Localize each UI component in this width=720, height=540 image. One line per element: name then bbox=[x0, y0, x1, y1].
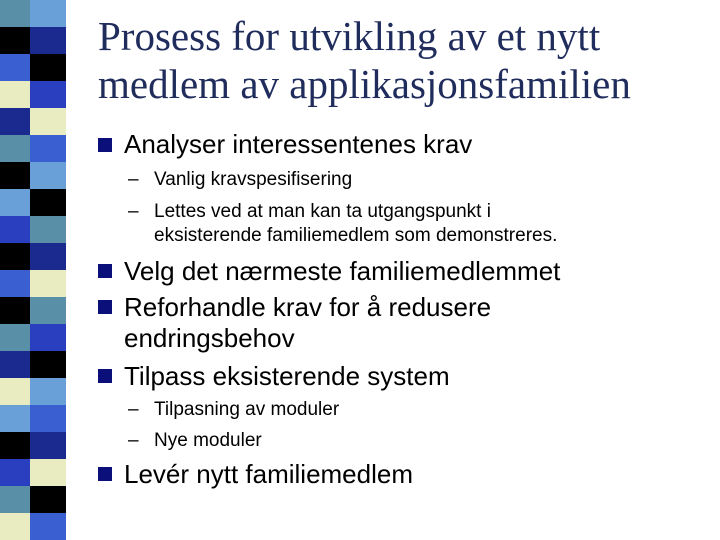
stripe-block bbox=[30, 162, 66, 189]
stripe-block bbox=[0, 297, 30, 324]
stripe-block bbox=[0, 459, 30, 486]
stripe-block bbox=[0, 0, 30, 27]
stripe-block bbox=[30, 486, 66, 513]
stripe-block bbox=[0, 81, 30, 108]
stripe-block bbox=[30, 351, 66, 378]
stripe-block bbox=[0, 351, 30, 378]
stripe-block bbox=[30, 432, 66, 459]
decorative-stripe bbox=[0, 0, 72, 540]
sub-bullet-text: Vanlig kravspesifisering bbox=[154, 169, 353, 190]
bullet-marker bbox=[98, 369, 112, 383]
stripe-block bbox=[0, 108, 30, 135]
stripe-block bbox=[0, 324, 30, 351]
bullet-text: Levér nytt familiemedlem bbox=[124, 459, 413, 489]
stripe-block bbox=[0, 378, 30, 405]
stripe-block bbox=[0, 405, 30, 432]
sub-bullet-text: eksisterende familiemedlem som demonstreres. bbox=[154, 225, 558, 246]
dash-marker: – bbox=[128, 169, 139, 190]
stripe-block bbox=[30, 405, 66, 432]
title-line-2: medlem av applikasjonsfamilien bbox=[98, 61, 631, 107]
stripe-block bbox=[30, 324, 66, 351]
stripe-block bbox=[0, 486, 30, 513]
bullet-marker bbox=[98, 300, 112, 314]
dash-marker: – bbox=[128, 201, 139, 222]
bullet-text-continuation: endringsbehov bbox=[124, 323, 295, 353]
stripe-block bbox=[0, 432, 30, 459]
bullet-text: Reforhandle krav for å redusere bbox=[124, 292, 492, 322]
stripe-block bbox=[30, 189, 66, 216]
stripe-block bbox=[0, 513, 30, 540]
sub-bullet-text: Tilpasning av moduler bbox=[154, 399, 340, 420]
bullet-marker bbox=[98, 264, 112, 278]
stripe-block bbox=[0, 135, 30, 162]
stripe-block bbox=[30, 0, 66, 27]
bullet-text: Velg det nærmeste familiemedlemmet bbox=[124, 256, 561, 286]
stripe-block bbox=[30, 513, 66, 540]
sub-bullet-text: Nye moduler bbox=[154, 430, 262, 451]
stripe-block bbox=[30, 27, 66, 54]
stripe-block bbox=[0, 189, 30, 216]
dash-marker: – bbox=[128, 399, 139, 420]
stripe-block bbox=[0, 270, 30, 297]
bullet-text: Analyser interessentenes krav bbox=[124, 129, 473, 159]
stripe-block bbox=[30, 135, 66, 162]
bullet-marker bbox=[98, 467, 112, 481]
bullet-text: Tilpass eksisterende system bbox=[124, 361, 450, 391]
title-line-1: Prosess for utvikling av et nytt bbox=[98, 13, 601, 59]
stripe-block bbox=[0, 162, 30, 189]
dash-marker: – bbox=[128, 430, 139, 451]
stripe-block bbox=[30, 459, 66, 486]
slide-title bbox=[98, 12, 708, 108]
stripe-block bbox=[0, 243, 30, 270]
stripe-block bbox=[0, 216, 30, 243]
bullet-marker bbox=[98, 138, 112, 152]
stripe-block bbox=[30, 54, 66, 81]
stripe-block bbox=[0, 54, 30, 81]
stripe-block bbox=[30, 108, 66, 135]
stripe-block bbox=[30, 378, 66, 405]
stripe-block bbox=[30, 216, 66, 243]
stripe-block bbox=[30, 270, 66, 297]
sub-bullet-text: Lettes ved at man kan ta utgangspunkt i bbox=[154, 201, 491, 222]
stripe-block bbox=[30, 81, 66, 108]
stripe-block bbox=[30, 243, 66, 270]
stripe-block bbox=[30, 297, 66, 324]
stripe-block bbox=[0, 27, 30, 54]
